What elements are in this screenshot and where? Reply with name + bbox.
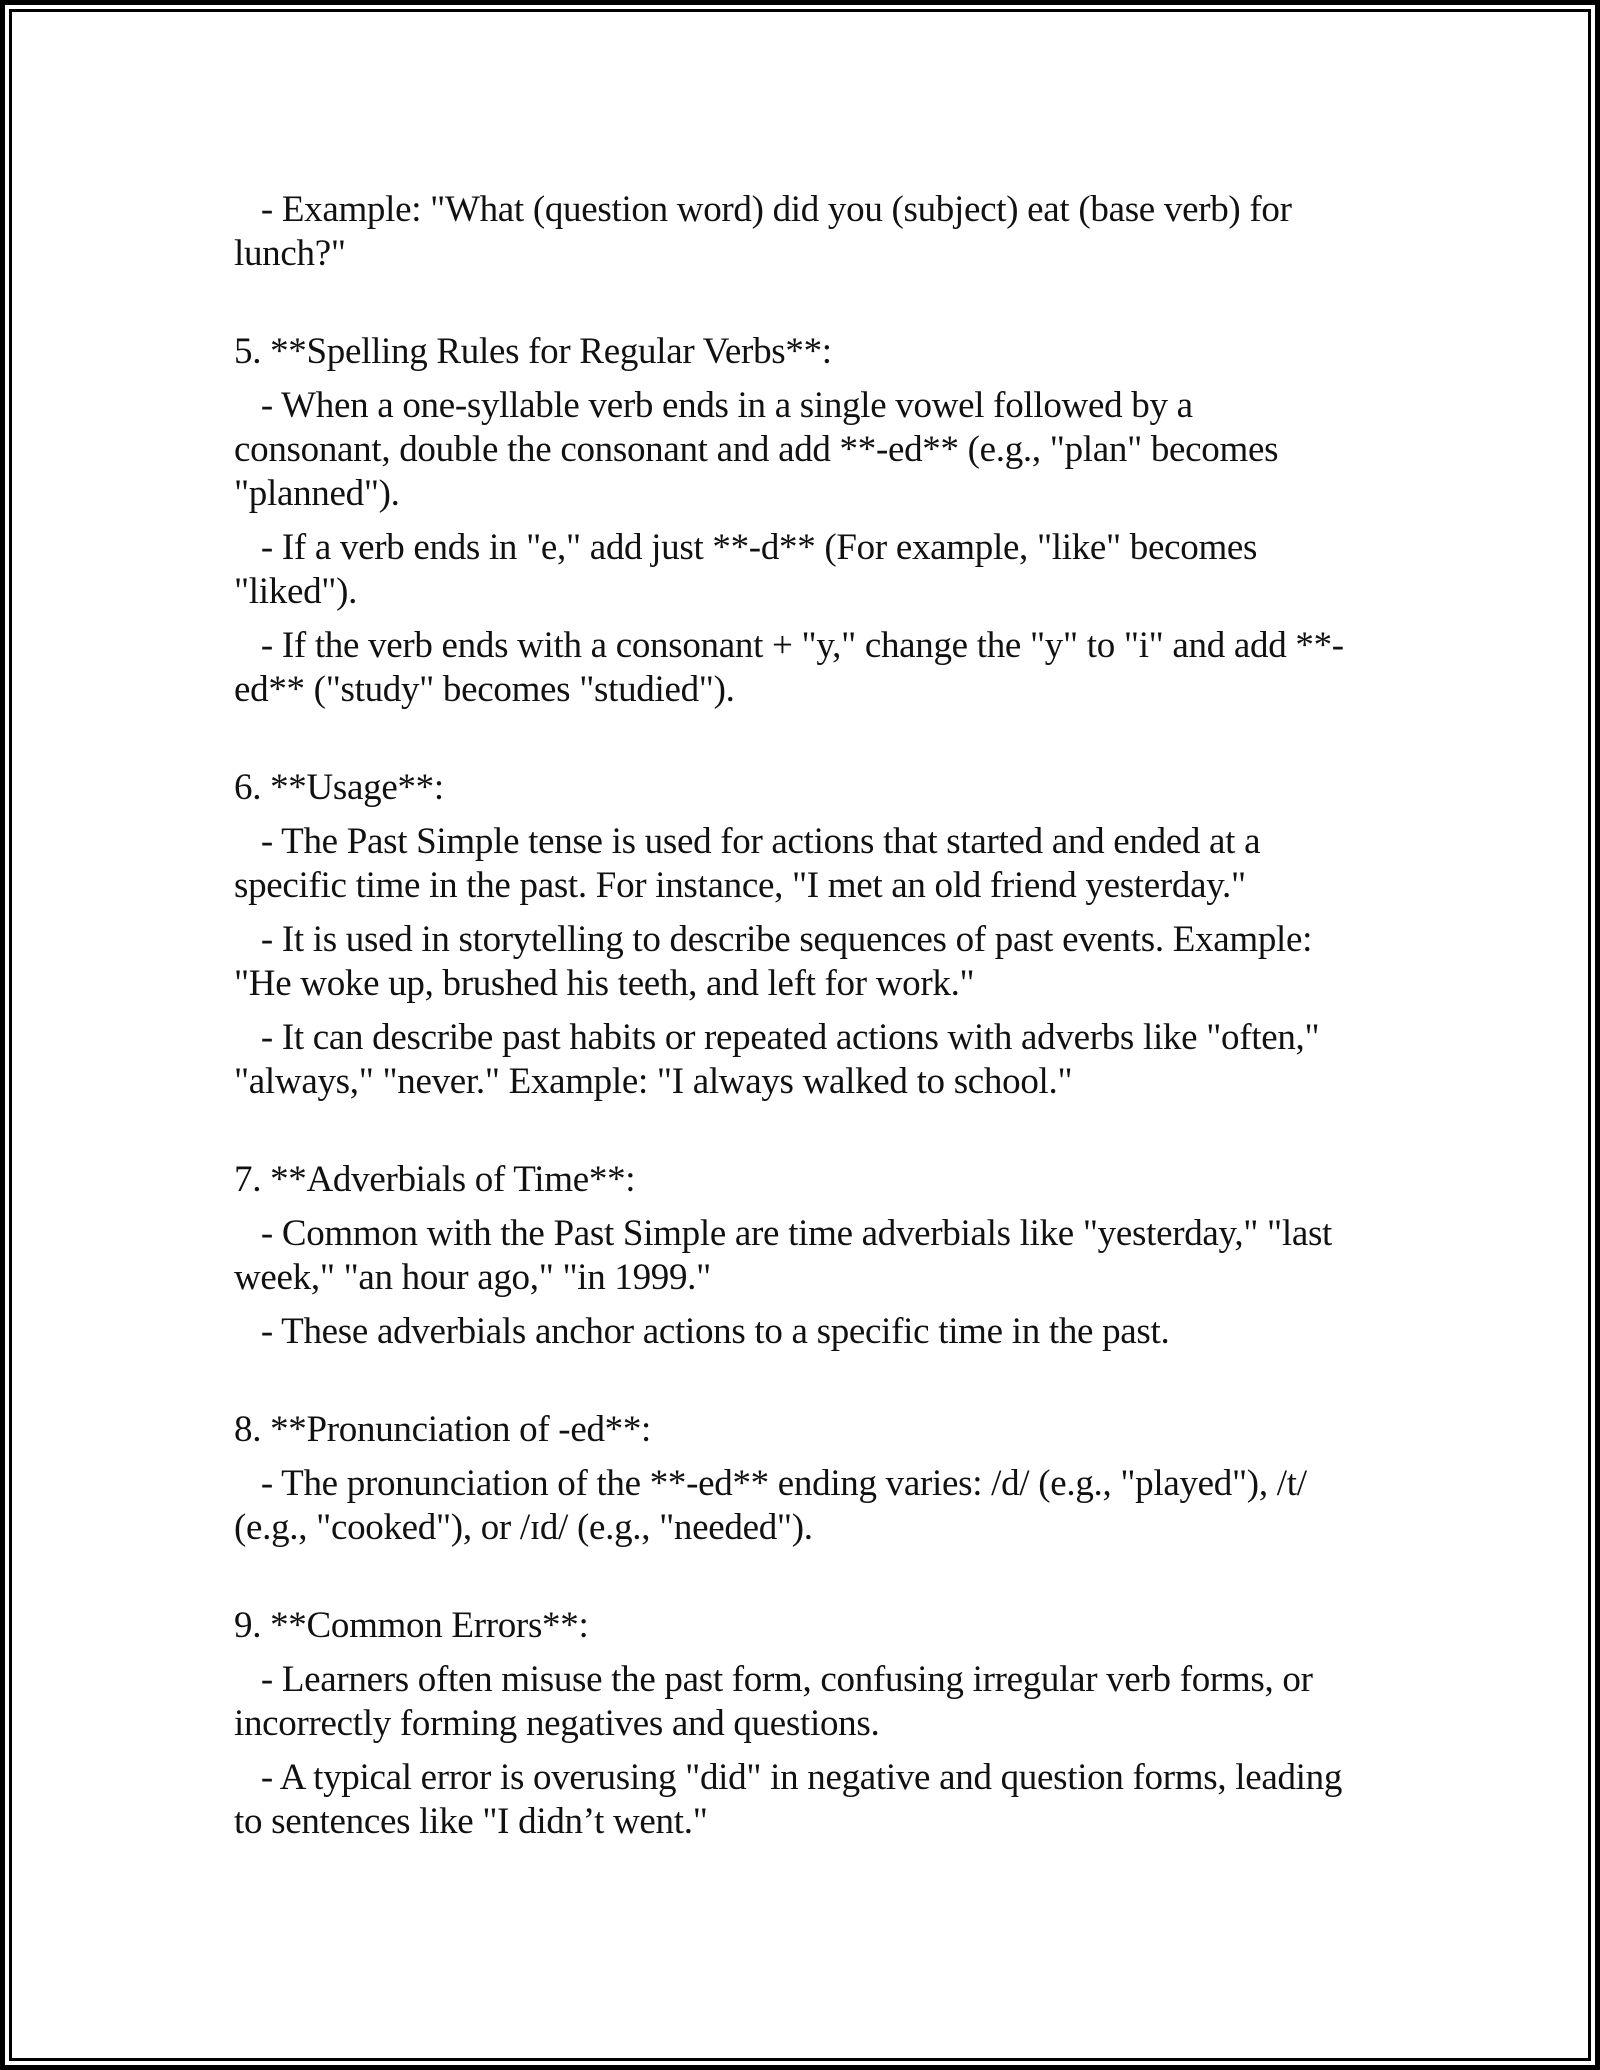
section-7-adverbials-of-time [234,1158,1564,1354]
paragraph [234,1212,1564,1300]
paragraph [234,1462,1564,1550]
text-line: lunch?" [234,233,346,274]
paragraph [234,188,1564,276]
text-line: 9. **Common Errors**: [234,1605,589,1646]
text-line: - A typical error is overusing "did" in negative and question forms, leading [234,1757,1343,1798]
section-heading [234,1604,1564,1648]
text-line: specific time in the past. For instance, "I met an old friend yesterday." [234,865,1246,906]
text-line: - These adverbials anchor actions to a specific time in the past. [234,1311,1170,1352]
paragraph [234,1658,1564,1746]
text-line: incorrectly forming negatives and questions. [234,1703,880,1744]
section-heading [234,1158,1564,1202]
document-content [234,188,1564,1854]
paragraph [234,820,1564,908]
text-line: 5. **Spelling Rules for Regular Verbs**: [234,331,832,372]
text-line: "He woke up, brushed his teeth, and left for work." [234,963,975,1004]
text-line: - The Past Simple tense is used for actions that started and ended at a [234,821,1261,862]
text-line: "liked"). [234,571,358,612]
paragraph [234,624,1564,712]
text-line: 7. **Adverbials of Time**: [234,1159,636,1200]
section-heading [234,766,1564,810]
paragraph [234,1756,1564,1844]
text-line: "always," "never." Example: "I always walked to school." [234,1061,1073,1102]
text-line: ed** ("study" becomes "studied"). [234,669,735,710]
text-line: - It is used in storytelling to describe sequences of past events. Example: [234,919,1313,960]
section-6-usage [234,766,1564,1104]
text-line: - Learners often misuse the past form, confusing irregular verb forms, or [234,1659,1313,1700]
text-line: 8. **Pronunciation of -ed**: [234,1409,652,1450]
text-line: consonant, double the consonant and add **-ed** (e.g., "plan" becomes [234,429,1279,470]
section-example-continuation [234,188,1564,276]
section-5-spelling-rules [234,330,1564,712]
text-line: - If the verb ends with a consonant + "y," change the "y" to "i" and add **- [234,625,1344,666]
section-8-pronunciation-of-ed [234,1408,1564,1550]
section-9-common-errors [234,1604,1564,1844]
text-line: 6. **Usage**: [234,767,444,808]
section-heading [234,1408,1564,1452]
text-line: - Common with the Past Simple are time adverbials like "yesterday," "last [234,1213,1333,1254]
text-line: "planned"). [234,473,400,514]
text-line: to sentences like "I didn’t went." [234,1801,708,1842]
paragraph [234,1016,1564,1104]
text-line: - Example: "What (question word) did you (subject) eat (base verb) for [234,189,1292,230]
text-line: - It can describe past habits or repeated actions with adverbs like "often," [234,1017,1320,1058]
paragraph [234,384,1564,516]
paragraph [234,1310,1564,1354]
paragraph [234,526,1564,614]
text-line: week," "an hour ago," "in 1999." [234,1257,711,1298]
text-line: (e.g., "cooked"), or /ɪd/ (e.g., "needed"). [234,1507,813,1548]
text-line: - When a one-syllable verb ends in a single vowel followed by a [234,385,1193,426]
paragraph [234,918,1564,1006]
text-line: - If a verb ends in "e," add just **-d** (For example, "like" becomes [234,527,1258,568]
text-line: - The pronunciation of the **-ed** ending varies: /d/ (e.g., "played"), /t/ [234,1463,1307,1504]
section-heading [234,330,1564,374]
